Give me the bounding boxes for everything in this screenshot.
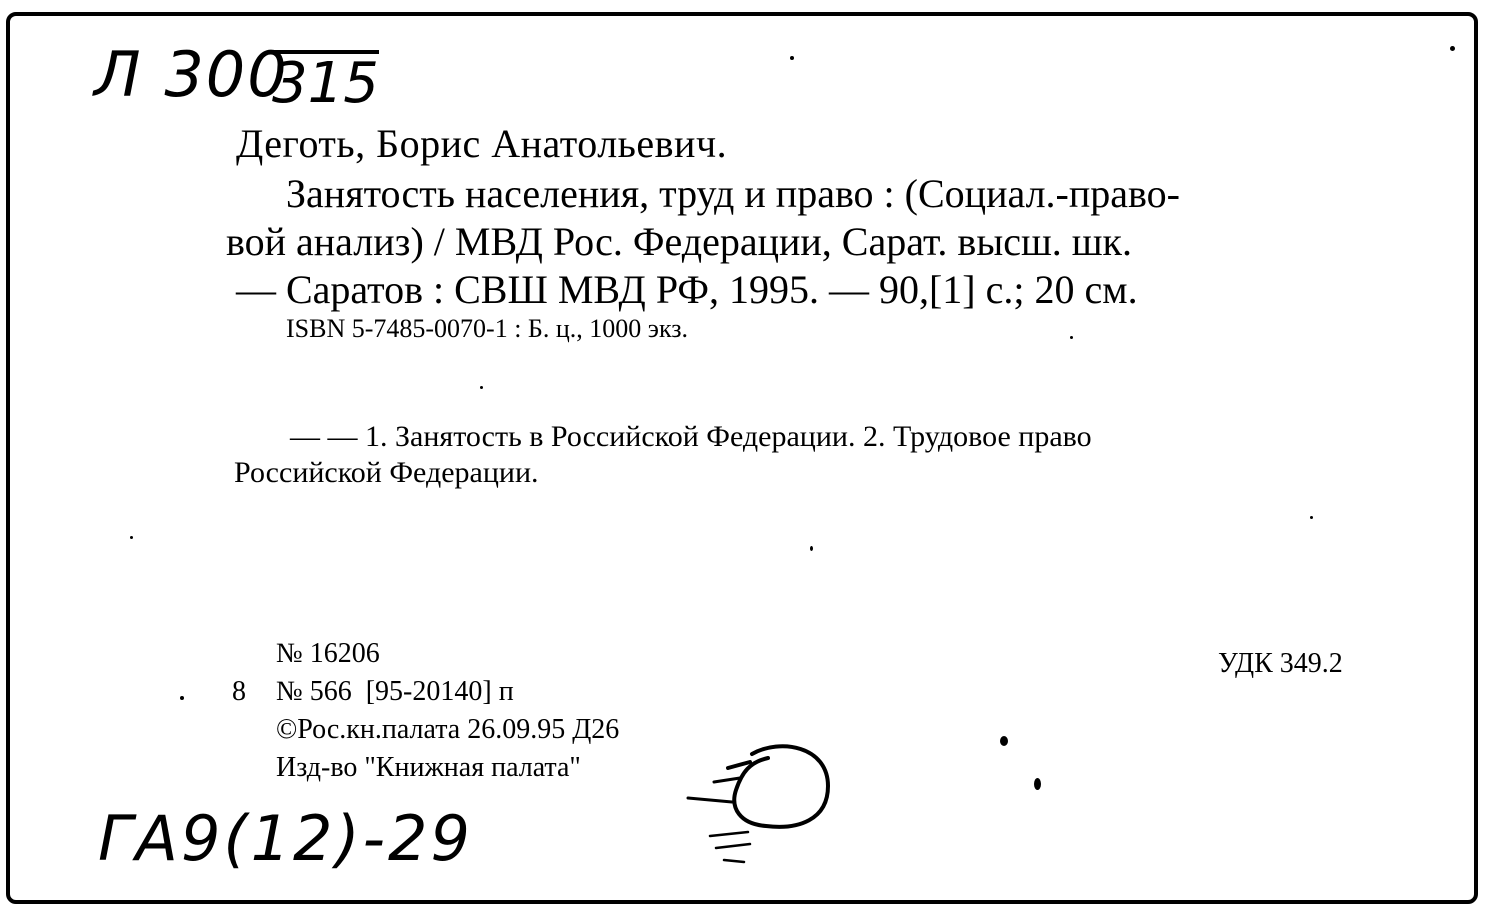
card-number-1: № 16206 <box>276 638 380 669</box>
card-number-2: № 566 [95-20140] п <box>276 676 514 707</box>
title-line-3: — Саратов : СВШ МВД РФ, 1995. — 90,[1] с.; 20 см. <box>236 267 1138 312</box>
scan-speck <box>1034 778 1041 790</box>
scan-speck <box>180 696 184 700</box>
hand-drawn-circle-mark <box>680 728 840 898</box>
scan-speck <box>790 56 794 60</box>
scan-speck <box>1070 336 1073 339</box>
title-line-2: вой анализ) / МВД Рос. Федерации, Сарат. высш. шк. <box>226 219 1132 264</box>
handwritten-classification: ГА9(12)-29 <box>98 802 473 875</box>
scan-speck <box>1000 736 1008 746</box>
udk-code: УДК 349.2 <box>1218 648 1343 679</box>
scan-speck <box>810 546 813 551</box>
scan-speck <box>1310 516 1313 519</box>
title-line-1: Занятость населения, труд и право : (Социал.-право- <box>286 171 1180 216</box>
handwritten-shelfmark: Л 300 <box>94 38 289 111</box>
publisher-line: Изд-во "Книжная палата" <box>276 752 581 783</box>
subjects-line-1: — — 1. Занятость в Российской Федерации. 2. Трудовое право <box>290 420 1092 453</box>
scan-speck <box>130 536 133 539</box>
scan-speck <box>480 386 483 389</box>
card-number-2-prefix: 8 <box>232 676 246 707</box>
subjects-line-2: Российской Федерации. <box>234 456 539 489</box>
author-heading: Деготь, Борис Анатольевич. <box>236 121 728 166</box>
isbn-line: ISBN 5-7485-0070-1 : Б. ц., 1000 экз. <box>286 314 688 343</box>
catalog-card <box>6 12 1478 904</box>
scan-speck <box>1450 46 1455 51</box>
copyright-line: ©Рос.кн.палата 26.09.95 Д26 <box>276 714 620 745</box>
handwritten-shelfmark-number: 315 <box>272 51 379 116</box>
